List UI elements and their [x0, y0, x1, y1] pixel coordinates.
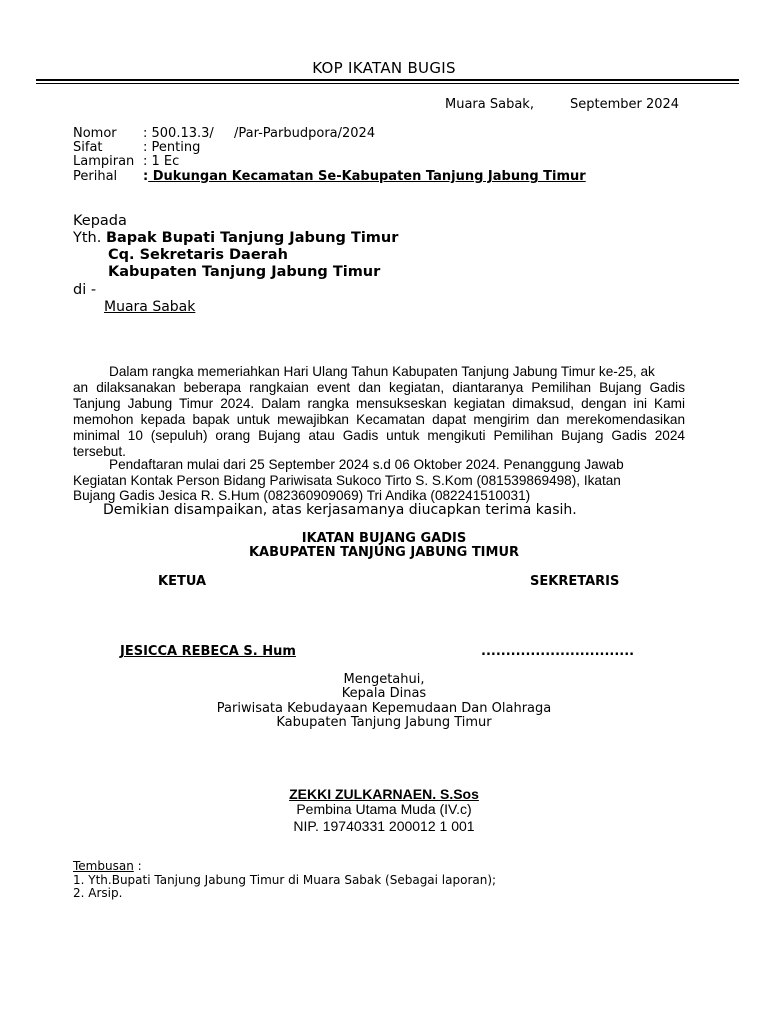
closing-sentence: Demikian disampaikan, atas kerjasamanya diucapkan terima kasih.: [103, 502, 577, 518]
sifat-value: : Penting: [143, 140, 201, 155]
official-nip: NIP. 19740331 200012 1 001: [293, 818, 475, 834]
recipient-line1: [73, 230, 398, 246]
letterhead-divider-thin: [36, 83, 739, 84]
lampiran-value: : 1 Ec: [143, 154, 180, 169]
nomor-suffix: /Par-Parbudpora/2024: [234, 126, 376, 141]
org-name: IKATAN BUJANG GADIS: [301, 531, 467, 546]
tembusan-colon: :: [133, 859, 142, 873]
di-label: di -: [73, 282, 97, 298]
recipient-city: Muara Sabak: [104, 299, 196, 315]
official-name: ZEKKI ZULKARNAEN. S.Sos: [289, 786, 479, 802]
kepala-dinas-label: Kepala Dinas: [341, 686, 427, 701]
dinas-name: Pariwisata Kebudayaan Kepemudaan Dan Olahraga: [216, 701, 552, 716]
letterhead-title: KOP IKATAN BUGIS: [312, 59, 456, 77]
letter-place: Muara Sabak,: [445, 97, 534, 112]
perihal-value: Dukungan Kecamatan Se-Kabupaten Tanjung Jabung Timur: [148, 169, 586, 184]
kepada-label: Kepada: [73, 213, 127, 229]
perihal-colon: :: [143, 169, 149, 184]
recipient-line3: Kabupaten Tanjung Jabung Timur: [108, 264, 381, 280]
ketua-label: KETUA: [158, 574, 207, 589]
perihal-subject: [143, 169, 586, 184]
sekretaris-name: ...............................: [481, 644, 635, 659]
sekretaris-label: SEKRETARIS: [530, 574, 620, 589]
recipient-name: Bapak Bupati Tanjung Jabung Timur: [105, 230, 399, 246]
letterhead-divider-thick: [36, 79, 739, 81]
paragraph-1: an dilaksanakan beberapa rangkaian event dan kegiatan, diantaranya Pemilihan Bujang Gadis Tanjung Jabung Timur 2024. Dalam rangka mensukseskan kegiatan dimaksud, dengan ini Kami memohon kepada bapak untuk mewajibkan Kecamatan dapat mengirim dan merekomendasikan minimal 10 (sepuluh) orang Bujang atau Gadis untuk mengikuti Pemilihan Bujang Gadis 2024 tersebut.: [73, 380, 685, 459]
nomor-value: : 500.13.3/: [143, 126, 214, 141]
yth-label: Yth.: [73, 230, 102, 246]
recipient-line2: Cq. Sekretaris Daerah: [108, 247, 288, 263]
letter-date: September 2024: [570, 97, 680, 112]
paragraph-1-first-line: Dalam rangka memeriahkan Hari Ulang Tahun Kabupaten Tanjung Jabung Timur ke-25, ak: [109, 364, 655, 379]
paragraph-2-line3: Bujang Gadis Jesica R. S.Hum (082360909069) Tri Andika (082241510031): [73, 488, 531, 503]
official-rank: Pembina Utama Muda (IV.c): [296, 801, 472, 817]
mengetahui-label: Mengetahui,: [343, 672, 425, 687]
tembusan-label: Tembusan: [73, 859, 134, 873]
org-region: KABUPATEN TANJUNG JABUNG TIMUR: [248, 545, 520, 560]
dinas-kabupaten: Kabupaten Tanjung Jabung Timur: [276, 715, 492, 730]
ketua-name: JESICCA REBECA S. Hum: [120, 644, 296, 659]
tembusan-item-1: 1. Yth.Bupati Tanjung Jabung Timur di Muara Sabak (Sebagai laporan);: [73, 873, 497, 887]
perihal-label: Perihal: [73, 169, 118, 184]
paragraph-2-line1: Pendaftaran mulai dari 25 September 2024 s.d 06 Oktober 2024. Penanggung Jawab: [109, 457, 624, 472]
paragraph-2-line2: Kegiatan Kontak Person Bidang Pariwisata Sukoco Tirto S. S.Kom (081539869498), Ikatan: [73, 473, 621, 488]
lampiran-label: Lampiran: [73, 154, 135, 169]
nomor-label: Nomor: [73, 126, 117, 141]
tembusan-heading: [73, 859, 142, 873]
sifat-label: Sifat: [73, 140, 103, 155]
tembusan-item-2: 2. Arsip.: [73, 886, 123, 900]
